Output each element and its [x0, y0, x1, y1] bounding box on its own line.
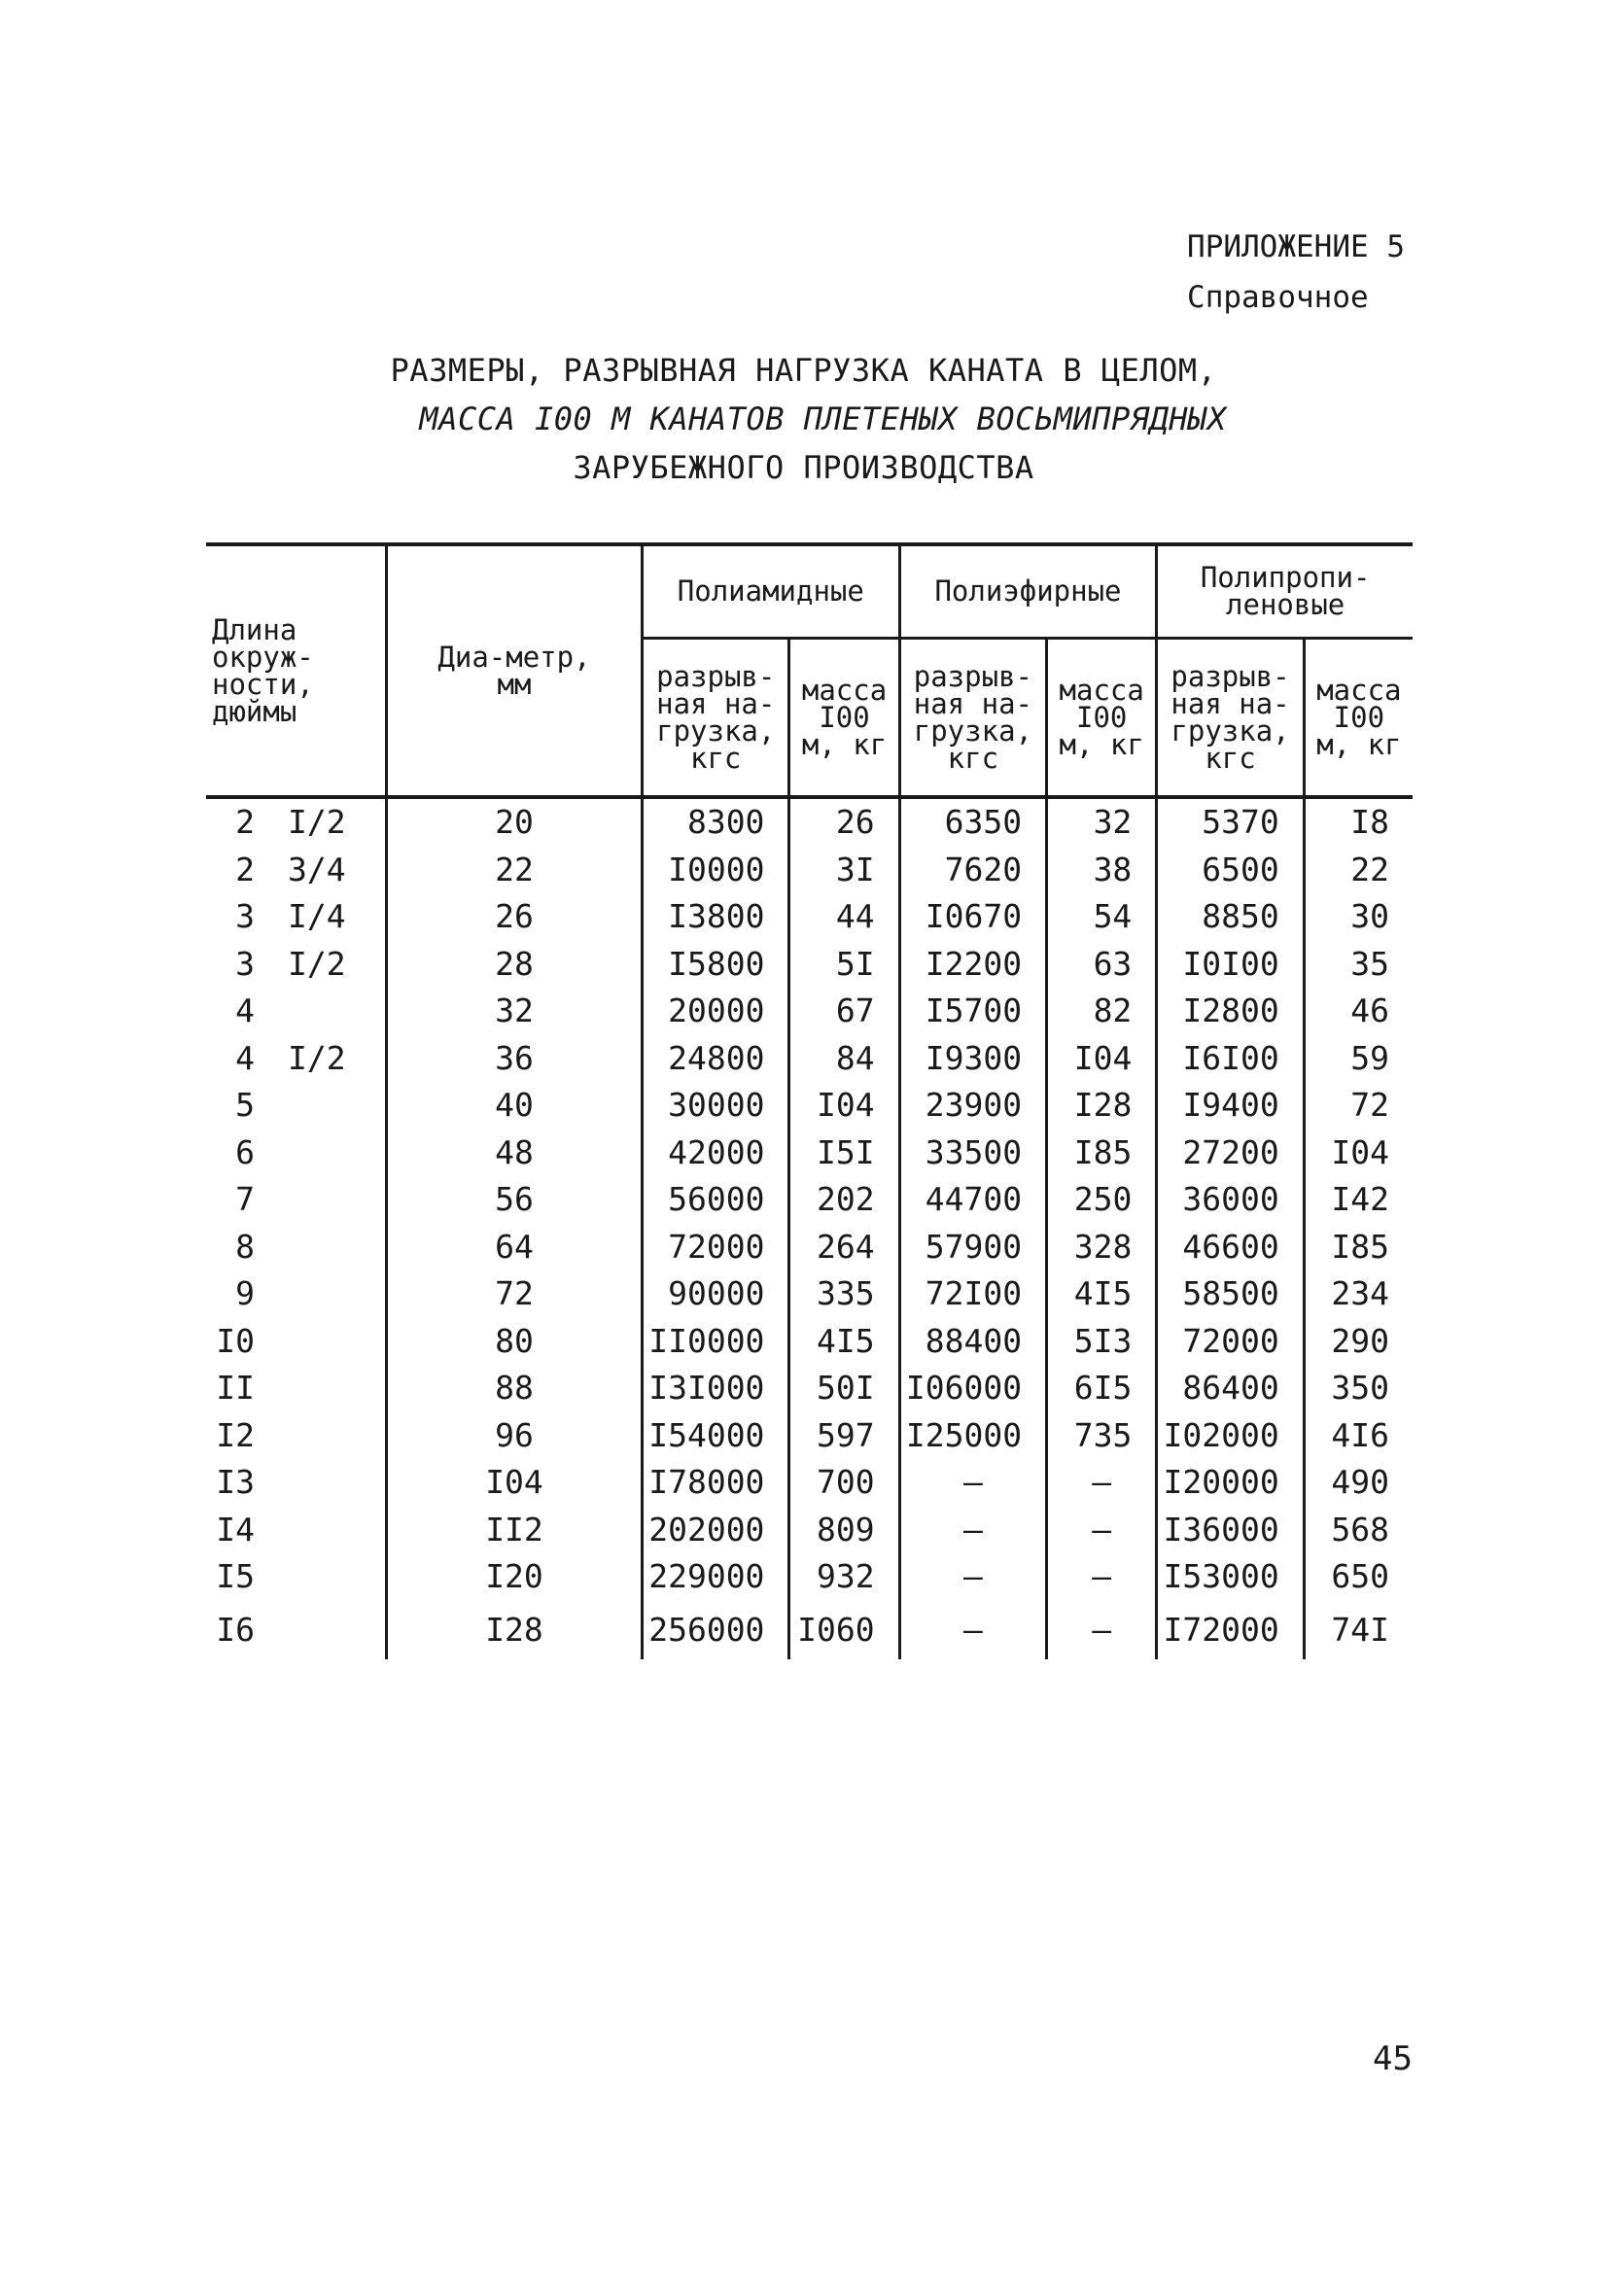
cell-pa-load: I78000 [643, 1459, 789, 1507]
cell-pe-load: – [899, 1507, 1046, 1554]
cell-pe-load: 88400 [899, 1318, 1046, 1366]
cell-length [206, 1130, 387, 1177]
cell-length [206, 1459, 387, 1507]
cell-pp-load: I02000 [1157, 1412, 1304, 1460]
cell-pe-load: 57900 [899, 1224, 1046, 1271]
cell-pp-mass: 46 [1304, 988, 1413, 1035]
length-whole: I0 [216, 1321, 255, 1360]
cell-dia: I20 [387, 1553, 643, 1601]
length-fraction: 3/4 [288, 850, 346, 888]
length-fraction: I/2 [288, 1038, 346, 1077]
cell-pe-mass: 4I5 [1047, 1270, 1157, 1318]
cell-pe-mass: 63 [1047, 941, 1157, 989]
cell-pa-mass: 67 [789, 988, 899, 1035]
cell-pp-mass: I42 [1304, 1176, 1413, 1224]
cell-pp-mass: I85 [1304, 1224, 1413, 1271]
length-whole: 7 [235, 1180, 255, 1219]
cell-pe-load: 44700 [899, 1176, 1046, 1224]
cell-pe-mass: – [1047, 1553, 1157, 1601]
cell-pp-load: 8850 [1157, 893, 1304, 941]
cell-pa-mass: 264 [789, 1224, 899, 1271]
header-pp-mass: масса I00 м, кг [1304, 638, 1413, 797]
cell-length [206, 797, 387, 847]
cell-dia: 26 [387, 893, 643, 941]
cell-length [206, 1412, 387, 1460]
cell-pp-load: I36000 [1157, 1507, 1304, 1554]
cell-pa-mass: 809 [789, 1507, 899, 1554]
cell-length [206, 1176, 387, 1224]
cell-length [206, 1365, 387, 1412]
cell-pe-mass: 54 [1047, 893, 1157, 941]
cell-length [206, 1601, 387, 1659]
cell-pa-mass: 5I [789, 941, 899, 989]
cell-dia: 48 [387, 1130, 643, 1177]
table-row [206, 1601, 1413, 1659]
header-length: Длина окруж-ности, дюймы [206, 544, 387, 797]
cell-pp-load: 86400 [1157, 1365, 1304, 1412]
cell-pa-mass: 84 [789, 1035, 899, 1083]
cell-pp-load: I2800 [1157, 988, 1304, 1035]
cell-pa-load: 8300 [643, 797, 789, 847]
cell-pe-load: – [899, 1553, 1046, 1601]
title-line-3: ЗАРУБЕЖНОГО ПРОИЗВОДСТВА [573, 449, 1034, 486]
length-fraction: I/2 [288, 944, 346, 983]
cell-pe-mass: 328 [1047, 1224, 1157, 1271]
header-pe-load: разрыв-ная на-грузка, кгс [899, 638, 1046, 797]
cell-pe-mass: I28 [1047, 1082, 1157, 1130]
cell-pe-mass: I85 [1047, 1130, 1157, 1177]
cell-pp-mass: 568 [1304, 1507, 1413, 1554]
cell-dia: 32 [387, 988, 643, 1035]
cell-pp-load: I9400 [1157, 1082, 1304, 1130]
cell-pa-load: II0000 [643, 1318, 789, 1366]
cell-pe-load: 6350 [899, 797, 1046, 847]
rope-data-table [206, 542, 1413, 1659]
cell-pp-load: 58500 [1157, 1270, 1304, 1318]
length-whole: 5 [235, 1086, 255, 1125]
cell-pp-load: I72000 [1157, 1601, 1304, 1659]
cell-length [206, 1224, 387, 1271]
cell-pa-load: I54000 [643, 1412, 789, 1460]
header-polypropylene: Полипропи-леновые [1157, 544, 1413, 638]
cell-pe-mass: 6I5 [1047, 1365, 1157, 1412]
cell-pe-load: 72I00 [899, 1270, 1046, 1318]
cell-length [206, 988, 387, 1035]
cell-pe-load: – [899, 1459, 1046, 1507]
cell-pa-load: 90000 [643, 1270, 789, 1318]
cell-pp-mass: 22 [1304, 847, 1413, 894]
table-row [206, 1318, 1413, 1366]
cell-length [206, 1270, 387, 1318]
cell-pe-mass: 32 [1047, 797, 1157, 847]
cell-length [206, 1318, 387, 1366]
cell-dia: 22 [387, 847, 643, 894]
cell-pa-load: 20000 [643, 988, 789, 1035]
cell-pe-mass: – [1047, 1507, 1157, 1554]
cell-pa-load: 56000 [643, 1176, 789, 1224]
cell-pe-load: I9300 [899, 1035, 1046, 1083]
cell-pa-mass: 50I [789, 1365, 899, 1412]
cell-pe-mass: 250 [1047, 1176, 1157, 1224]
cell-pa-mass: 202 [789, 1176, 899, 1224]
table-row [206, 988, 1413, 1035]
cell-length [206, 1082, 387, 1130]
table-row [206, 847, 1413, 894]
cell-pa-load: 42000 [643, 1130, 789, 1177]
appendix-label: ПРИЛОЖЕНИЕ 5 [1187, 229, 1405, 264]
cell-dia: 28 [387, 941, 643, 989]
cell-pp-mass: I04 [1304, 1130, 1413, 1177]
cell-pa-load: I3800 [643, 893, 789, 941]
cell-length [206, 1035, 387, 1083]
table-row [206, 893, 1413, 941]
cell-pp-mass: 290 [1304, 1318, 1413, 1366]
length-whole: I6 [216, 1610, 255, 1649]
cell-pa-mass: 700 [789, 1459, 899, 1507]
cell-length [206, 847, 387, 894]
cell-dia: 64 [387, 1224, 643, 1271]
table-row [206, 1459, 1413, 1507]
length-whole: 6 [235, 1132, 255, 1171]
cell-dia: 72 [387, 1270, 643, 1318]
length-fraction: I/4 [288, 897, 346, 936]
cell-dia: 56 [387, 1176, 643, 1224]
cell-pe-load: 23900 [899, 1082, 1046, 1130]
cell-pp-load: I20000 [1157, 1459, 1304, 1507]
cell-pe-load: 7620 [899, 847, 1046, 894]
cell-pa-load: I3I000 [643, 1365, 789, 1412]
appendix-block [1187, 222, 1405, 323]
cell-pp-load: 46600 [1157, 1224, 1304, 1271]
cell-dia: 80 [387, 1318, 643, 1366]
cell-pa-mass: 3I [789, 847, 899, 894]
table-header [206, 544, 1413, 797]
cell-dia: 40 [387, 1082, 643, 1130]
cell-pp-load: 5370 [1157, 797, 1304, 847]
cell-pe-load: I2200 [899, 941, 1046, 989]
cell-dia: 20 [387, 797, 643, 847]
cell-pp-load: I6I00 [1157, 1035, 1304, 1083]
header-pa-mass: масса I00 м, кг [789, 638, 899, 797]
cell-length [206, 1553, 387, 1601]
cell-dia: 36 [387, 1035, 643, 1083]
cell-length [206, 893, 387, 941]
cell-dia: II2 [387, 1507, 643, 1554]
table-row [206, 1553, 1413, 1601]
cell-pp-mass: 74I [1304, 1601, 1413, 1659]
cell-pe-mass: 735 [1047, 1412, 1157, 1460]
header-pe-mass: масса I00 м, кг [1047, 638, 1157, 797]
cell-pe-mass: 38 [1047, 847, 1157, 894]
cell-pe-load: I5700 [899, 988, 1046, 1035]
cell-pp-mass: 650 [1304, 1553, 1413, 1601]
cell-pa-load: 30000 [643, 1082, 789, 1130]
cell-pe-load: I06000 [899, 1365, 1046, 1412]
cell-pe-mass: 5I3 [1047, 1318, 1157, 1366]
cell-pa-mass: 597 [789, 1412, 899, 1460]
table-row [206, 1507, 1413, 1554]
length-fraction: I/2 [288, 803, 346, 842]
table-row [206, 1082, 1413, 1130]
table-row [206, 1270, 1413, 1318]
cell-pa-mass: 335 [789, 1270, 899, 1318]
cell-pa-load: 229000 [643, 1553, 789, 1601]
cell-pa-load: 72000 [643, 1224, 789, 1271]
cell-pe-load: I0670 [899, 893, 1046, 941]
cell-pp-load: I53000 [1157, 1553, 1304, 1601]
cell-pe-mass: – [1047, 1601, 1157, 1659]
cell-pp-mass: 490 [1304, 1459, 1413, 1507]
cell-pa-mass: 4I5 [789, 1318, 899, 1366]
cell-dia: 96 [387, 1412, 643, 1460]
cell-pp-load: 6500 [1157, 847, 1304, 894]
table-row [206, 1130, 1413, 1177]
header-diameter: Диа-метр, мм [387, 544, 643, 797]
cell-pe-load: I25000 [899, 1412, 1046, 1460]
cell-pa-mass: I060 [789, 1601, 899, 1659]
cell-pa-mass: I04 [789, 1082, 899, 1130]
cell-pa-mass: 932 [789, 1553, 899, 1601]
length-whole: 2 [235, 850, 255, 888]
length-whole: I4 [216, 1510, 255, 1548]
cell-pe-mass: 82 [1047, 988, 1157, 1035]
length-whole: 3 [235, 897, 255, 936]
length-whole: 9 [235, 1274, 255, 1313]
length-whole: I5 [216, 1557, 255, 1596]
table-row [206, 1224, 1413, 1271]
cell-pp-load: 72000 [1157, 1318, 1304, 1366]
cell-length [206, 941, 387, 989]
cell-dia: I28 [387, 1601, 643, 1659]
header-pa-load: разрыв-ная на-грузка, кгс [643, 638, 789, 797]
table-row [206, 1412, 1413, 1460]
table-row [206, 941, 1413, 989]
table-row [206, 1176, 1413, 1224]
cell-length [206, 1507, 387, 1554]
header-polyamide: Полиамидные [643, 544, 900, 638]
cell-pp-mass: 35 [1304, 941, 1413, 989]
length-whole: 8 [235, 1227, 255, 1266]
cell-pe-mass: I04 [1047, 1035, 1157, 1083]
cell-pp-mass: 350 [1304, 1365, 1413, 1412]
table-row [206, 797, 1413, 847]
cell-pa-load: 202000 [643, 1507, 789, 1554]
cell-pp-mass: 4I6 [1304, 1412, 1413, 1460]
length-whole: 3 [235, 944, 255, 983]
length-whole: I2 [216, 1415, 255, 1454]
length-whole: I3 [216, 1463, 255, 1502]
cell-pa-load: I0000 [643, 847, 789, 894]
length-whole: 4 [235, 991, 255, 1030]
cell-pp-mass: 234 [1304, 1270, 1413, 1318]
page-number: 45 [1373, 2039, 1413, 2078]
cell-pe-load: 33500 [899, 1130, 1046, 1177]
length-whole: 4 [235, 1038, 255, 1077]
cell-pp-load: I0I00 [1157, 941, 1304, 989]
header-pp-load: разрыв-ная на-грузка, кгс [1157, 638, 1304, 797]
title-line-2: МАССА I00 М КАНАТОВ ПЛЕТЕНЫХ ВОСЬМИПРЯДНЫХ [419, 400, 1227, 437]
cell-pe-mass: – [1047, 1459, 1157, 1507]
cell-pp-mass: 59 [1304, 1035, 1413, 1083]
length-whole: II [216, 1369, 255, 1408]
cell-pa-mass: 26 [789, 797, 899, 847]
cell-pp-mass: 72 [1304, 1082, 1413, 1130]
appendix-type: Справочное [1187, 280, 1369, 315]
cell-pa-load: 256000 [643, 1601, 789, 1659]
cell-pp-load: 36000 [1157, 1176, 1304, 1224]
cell-dia: I04 [387, 1459, 643, 1507]
cell-pa-mass: I5I [789, 1130, 899, 1177]
cell-pe-load: – [899, 1601, 1046, 1659]
cell-pa-mass: 44 [789, 893, 899, 941]
cell-pa-load: I5800 [643, 941, 789, 989]
cell-pp-load: 27200 [1157, 1130, 1304, 1177]
length-whole: 2 [235, 803, 255, 842]
title-line-1: РАЗМЕРЫ, РАЗРЫВНАЯ НАГРУЗКА КАНАТА В ЦЕЛОМ, [390, 352, 1217, 389]
document-title [0, 346, 1607, 492]
cell-pa-load: 24800 [643, 1035, 789, 1083]
cell-pp-mass: 30 [1304, 893, 1413, 941]
table-row [206, 1365, 1413, 1412]
header-polyester: Полиэфирные [899, 544, 1157, 638]
cell-dia: 88 [387, 1365, 643, 1412]
cell-pp-mass: I8 [1304, 797, 1413, 847]
table-body [206, 797, 1413, 1659]
table-row [206, 1035, 1413, 1083]
